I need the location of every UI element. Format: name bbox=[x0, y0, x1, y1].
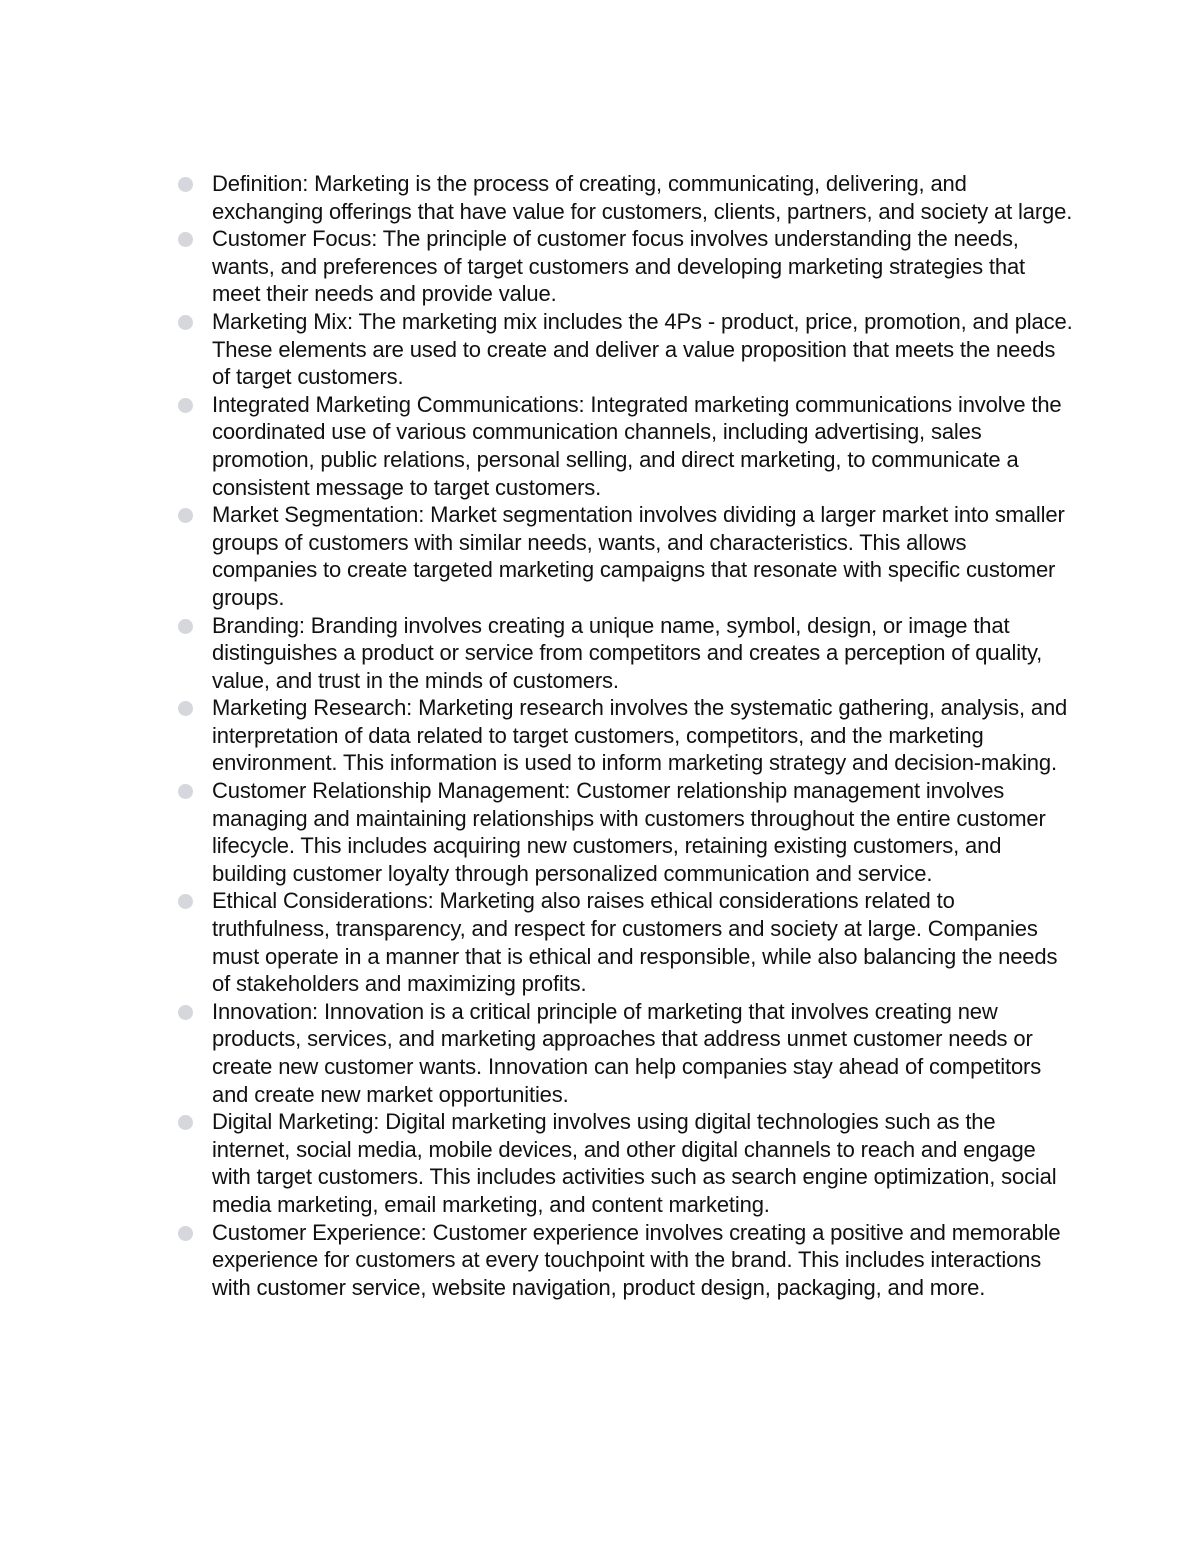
list-item-text: Innovation: Innovation is a critical principle of marketing that involves creating new products, services, and marketing approaches that address unmet customer needs or create new customer wants. Innovation can help companies stay ahead of competitors and create new market opportunities. bbox=[212, 998, 1042, 1107]
bullet-list bbox=[174, 170, 1074, 1301]
list-item-text: Branding: Branding involves creating a unique name, symbol, design, or image that distinguishes a product or service from competitors and creates a perception of quality, value, and trust in the minds of customers. bbox=[212, 612, 1043, 693]
list-item bbox=[174, 1108, 1074, 1218]
list-item bbox=[174, 1219, 1074, 1302]
circle-bullet-icon bbox=[178, 315, 193, 330]
circle-bullet-icon bbox=[178, 1115, 193, 1130]
circle-bullet-icon bbox=[178, 1226, 193, 1241]
list-item bbox=[174, 694, 1074, 777]
list-item bbox=[174, 612, 1074, 695]
list-item-text: Customer Experience: Customer experience involves creating a positive and memorable experience for customers at every touchpoint with the brand. This includes interactions with customer service, website navigation, product design, packaging, and more. bbox=[212, 1219, 1061, 1300]
circle-bullet-icon bbox=[178, 1005, 193, 1020]
circle-bullet-icon bbox=[178, 701, 193, 716]
circle-bullet-icon bbox=[178, 508, 193, 523]
list-item-text: Integrated Marketing Communications: Integrated marketing communications involve the coordinated use of various communication channels, including advertising, sales promotion, public relations, personal selling, and direct marketing, to communicate a consistent message to target customers. bbox=[212, 391, 1062, 500]
list-item bbox=[174, 391, 1074, 501]
list-item bbox=[174, 308, 1074, 391]
list-item bbox=[174, 777, 1074, 887]
circle-bullet-icon bbox=[178, 177, 193, 192]
list-item-text: Marketing Research: Marketing research involves the systematic gathering, analysis, and interpretation of data related to target customers, competitors, and the marketing environment. This information is used to inform marketing strategy and decision-making. bbox=[212, 695, 1068, 776]
list-item bbox=[174, 887, 1074, 997]
list-item-text: Ethical Considerations: Marketing also raises ethical considerations related to truthfulness, transparency, and respect for customers and society at large. Companies must operate in a manner that is ethical and responsible, while also balancing the needs of stakeholders and maximizing profits. bbox=[212, 888, 1058, 997]
list-item-text: Customer Focus: The principle of customer focus involves understanding the needs, wants, and preferences of target customers and developing marketing strategies that meet their needs and provide value. bbox=[212, 226, 1026, 307]
list-item-text: Digital Marketing: Digital marketing involves using digital technologies such as the internet, social media, mobile devices, and other digital channels to reach and engage with target customers. This includes activities such as search engine optimization, social media marketing, email marketing, and content marketing. bbox=[212, 1109, 1057, 1217]
list-item bbox=[174, 225, 1074, 308]
list-item-text: Market Segmentation: Market segmentation involves dividing a larger market into smaller groups of customers with similar needs, wants, and characteristics. This allows companies to create targeted marketing campaigns that resonate with specific customer groups. bbox=[212, 502, 1065, 610]
list-item bbox=[174, 998, 1074, 1108]
list-item bbox=[174, 170, 1074, 225]
circle-bullet-icon bbox=[178, 232, 193, 247]
circle-bullet-icon bbox=[178, 894, 193, 909]
list-item-text: Marketing Mix: The marketing mix includes the 4Ps - product, price, promotion, and place. These elements are used to create and deliver a value proposition that meets the needs of target customers. bbox=[212, 308, 1073, 390]
list-item-text: Customer Relationship Management: Customer relationship management involves managing and maintaining relationships with customers throughout the entire customer lifecycle. This includes acquiring new customers, retaining existing customers, and building customer loyalty through personalized communication and service. bbox=[212, 778, 1046, 886]
circle-bullet-icon bbox=[178, 784, 193, 799]
circle-bullet-icon bbox=[178, 398, 193, 413]
list-item bbox=[174, 501, 1074, 611]
list-item-text: Definition: Marketing is the process of creating, communicating, delivering, and exchanging offerings that have value for customers, clients, partners, and society at large. bbox=[212, 171, 1073, 224]
circle-bullet-icon bbox=[178, 619, 193, 634]
